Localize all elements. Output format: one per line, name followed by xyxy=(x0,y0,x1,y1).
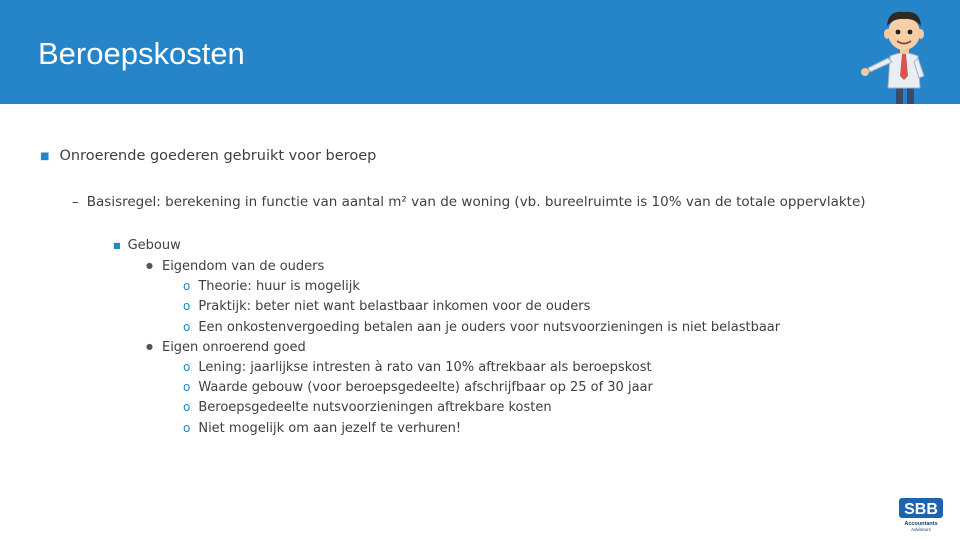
square-bullet-icon: ■ xyxy=(113,241,121,250)
bullet-level-5: o Praktijk: beter niet want belastbaar inkomen voor de ouders xyxy=(183,296,590,317)
square-bullet-icon: ■ xyxy=(40,151,50,162)
circle-bullet-icon: o xyxy=(183,299,191,313)
bullet-level-5: o Lening: jaarlijkse intresten à rato van 10% aftrekbaar als beroepskost xyxy=(183,357,652,378)
bullet-level-5: o Waarde gebouw (voor beroepsgedeelte) afschrijfbaar op 25 of 30 jaar xyxy=(183,377,653,398)
dash-bullet-icon: – xyxy=(72,194,79,210)
bullet-level-5: o Niet mogelijk om aan jezelf te verhuren! xyxy=(183,418,461,439)
circle-bullet-icon: o xyxy=(183,380,191,394)
bullet-level-4: ● Eigen onroerend goed xyxy=(146,337,306,358)
bullet-level-5: o Theorie: huur is mogelijk xyxy=(183,276,360,297)
bullet-level-3: ■ Gebouw xyxy=(113,236,181,256)
circle-bullet-icon: o xyxy=(183,279,191,293)
dot-bullet-icon: ● xyxy=(146,261,153,270)
logo-line2: Adviseurs xyxy=(911,527,931,532)
dot-bullet-icon: ● xyxy=(146,342,153,351)
bullet-level-5: o Beroepsgedeelte nutsvoorzieningen aftrekbare kosten xyxy=(183,397,552,418)
circle-bullet-icon: o xyxy=(183,421,191,435)
circle-bullet-icon: o xyxy=(183,360,191,374)
title-banner xyxy=(0,0,960,104)
company-logo xyxy=(898,497,944,533)
logo-brand: SBB xyxy=(904,501,938,518)
bullet-level-1: ■ Onroerende goederen gebruikt voor beroep xyxy=(40,146,376,167)
mascot-icon xyxy=(852,6,936,106)
slide-title: Beroepskosten xyxy=(38,36,245,71)
circle-bullet-icon: o xyxy=(183,320,191,334)
bullet-level-5: o Een onkostenvergoeding betalen aan je ouders voor nutsvoorzieningen is niet belastbaar xyxy=(183,317,780,338)
bullet-level-2: – Basisregel: berekening in functie van aantal m² van de woning (vb. bureelruimte is 10% van de totale oppervlakte) xyxy=(72,194,866,210)
circle-bullet-icon: o xyxy=(183,400,191,414)
logo-line1: Accountants xyxy=(904,521,938,527)
bullet-level-4: ● Eigendom van de ouders xyxy=(146,256,324,277)
